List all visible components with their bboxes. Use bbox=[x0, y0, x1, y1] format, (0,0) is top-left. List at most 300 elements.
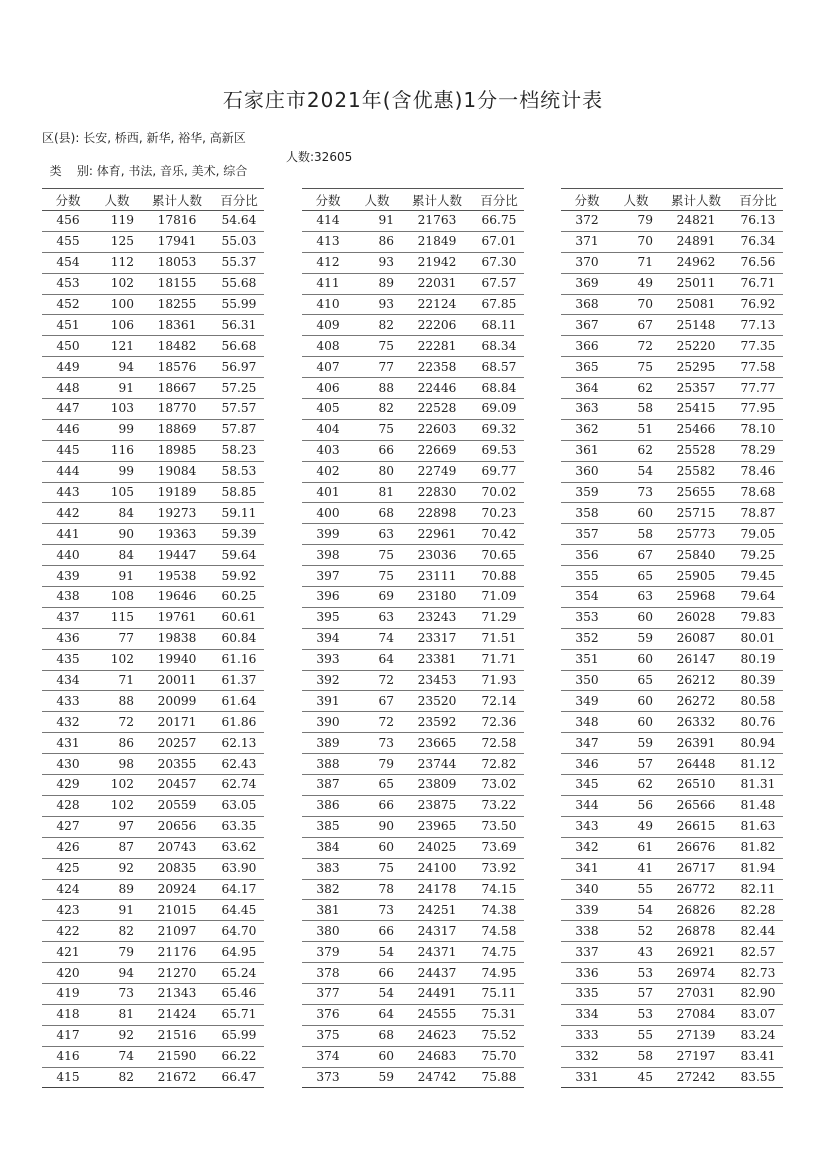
count-cell: 82 bbox=[354, 399, 400, 420]
percent-cell: 67.85 bbox=[474, 294, 524, 315]
count-cell: 112 bbox=[94, 252, 140, 273]
table-row bbox=[302, 566, 524, 587]
score-cell: 417 bbox=[42, 1025, 94, 1046]
count-cell: 60 bbox=[354, 1046, 400, 1067]
percent-cell: 73.02 bbox=[474, 775, 524, 796]
count-cell: 56 bbox=[613, 795, 659, 816]
cumulative-cell: 25357 bbox=[659, 378, 733, 399]
count-cell: 70 bbox=[613, 231, 659, 252]
table-row bbox=[42, 545, 264, 566]
count-cell: 102 bbox=[94, 649, 140, 670]
cumulative-cell: 22528 bbox=[400, 399, 474, 420]
table-row bbox=[561, 315, 783, 336]
cumulative-cell: 24555 bbox=[400, 1004, 474, 1025]
cumulative-cell: 24962 bbox=[659, 252, 733, 273]
cumulative-cell: 26391 bbox=[659, 733, 733, 754]
count-cell: 59 bbox=[613, 628, 659, 649]
score-cell: 456 bbox=[42, 211, 94, 232]
cumulative-cell: 22830 bbox=[400, 482, 474, 503]
score-cell: 362 bbox=[561, 419, 613, 440]
count-cell: 60 bbox=[613, 691, 659, 712]
score-cell: 375 bbox=[302, 1025, 354, 1046]
score-cell: 399 bbox=[302, 524, 354, 545]
percent-cell: 61.16 bbox=[214, 649, 264, 670]
count-cell: 67 bbox=[613, 315, 659, 336]
count-cell: 73 bbox=[354, 900, 400, 921]
cumulative-cell: 26332 bbox=[659, 712, 733, 733]
score-cell: 384 bbox=[302, 837, 354, 858]
percent-cell: 59.64 bbox=[214, 545, 264, 566]
score-cell: 343 bbox=[561, 816, 613, 837]
percent-cell: 66.75 bbox=[474, 211, 524, 232]
table-row bbox=[561, 712, 783, 733]
score-cell: 415 bbox=[42, 1067, 94, 1088]
score-cell: 438 bbox=[42, 587, 94, 608]
score-cell: 387 bbox=[302, 775, 354, 796]
count-cell: 68 bbox=[354, 503, 400, 524]
cumulative-cell: 26974 bbox=[659, 963, 733, 984]
score-cell: 373 bbox=[302, 1067, 354, 1088]
percent-cell: 74.95 bbox=[474, 963, 524, 984]
count-cell: 51 bbox=[613, 419, 659, 440]
cumulative-cell: 25528 bbox=[659, 440, 733, 461]
cumulative-cell: 25655 bbox=[659, 482, 733, 503]
count-cell: 81 bbox=[354, 482, 400, 503]
cumulative-cell: 24491 bbox=[400, 983, 474, 1004]
count-cell: 49 bbox=[613, 816, 659, 837]
percent-cell: 68.57 bbox=[474, 357, 524, 378]
count-cell: 67 bbox=[613, 545, 659, 566]
score-cell: 378 bbox=[302, 963, 354, 984]
cumulative-cell: 25905 bbox=[659, 566, 733, 587]
score-cell: 433 bbox=[42, 691, 94, 712]
count-cell: 67 bbox=[354, 691, 400, 712]
table-row bbox=[302, 231, 524, 252]
score-cell: 397 bbox=[302, 566, 354, 587]
score-cell: 424 bbox=[42, 879, 94, 900]
score-cell: 389 bbox=[302, 733, 354, 754]
percent-cell: 74.38 bbox=[474, 900, 524, 921]
table-row bbox=[561, 837, 783, 858]
count-cell: 82 bbox=[94, 1067, 140, 1088]
percent-cell: 75.52 bbox=[474, 1025, 524, 1046]
percent-cell: 81.63 bbox=[733, 816, 783, 837]
percent-cell: 54.64 bbox=[214, 211, 264, 232]
count-cell: 49 bbox=[613, 273, 659, 294]
cumulative-cell: 24371 bbox=[400, 942, 474, 963]
table-row bbox=[561, 733, 783, 754]
count-cell: 75 bbox=[613, 357, 659, 378]
cumulative-cell: 24742 bbox=[400, 1067, 474, 1088]
percent-cell: 72.36 bbox=[474, 712, 524, 733]
cumulative-cell: 20257 bbox=[140, 733, 214, 754]
count-cell: 63 bbox=[354, 524, 400, 545]
count-cell: 58 bbox=[613, 399, 659, 420]
table-row bbox=[302, 900, 524, 921]
count-cell: 62 bbox=[613, 775, 659, 796]
percent-cell: 65.99 bbox=[214, 1025, 264, 1046]
table-row bbox=[561, 900, 783, 921]
count-cell: 115 bbox=[94, 607, 140, 628]
table-row bbox=[561, 1067, 783, 1088]
cumulative-cell: 23965 bbox=[400, 816, 474, 837]
cumulative-cell: 19646 bbox=[140, 587, 214, 608]
percent-cell: 59.92 bbox=[214, 566, 264, 587]
score-cell: 376 bbox=[302, 1004, 354, 1025]
table-row bbox=[42, 294, 264, 315]
table-row bbox=[561, 1046, 783, 1067]
score-cell: 356 bbox=[561, 545, 613, 566]
cumulative-cell: 21849 bbox=[400, 231, 474, 252]
score-cell: 405 bbox=[302, 399, 354, 420]
percent-cell: 70.23 bbox=[474, 503, 524, 524]
count-cell: 90 bbox=[354, 816, 400, 837]
score-cell: 359 bbox=[561, 482, 613, 503]
cumulative-cell: 26028 bbox=[659, 607, 733, 628]
score-cell: 348 bbox=[561, 712, 613, 733]
table-row bbox=[302, 419, 524, 440]
score-cell: 353 bbox=[561, 607, 613, 628]
score-cell: 448 bbox=[42, 378, 94, 399]
table-row bbox=[302, 273, 524, 294]
count-cell: 64 bbox=[354, 649, 400, 670]
table-row bbox=[561, 754, 783, 775]
count-cell: 64 bbox=[354, 1004, 400, 1025]
score-cell: 368 bbox=[561, 294, 613, 315]
score-cell: 335 bbox=[561, 983, 613, 1004]
table-row bbox=[302, 252, 524, 273]
percent-cell: 77.13 bbox=[733, 315, 783, 336]
score-cell: 382 bbox=[302, 879, 354, 900]
count-cell: 87 bbox=[94, 837, 140, 858]
score-cell: 426 bbox=[42, 837, 94, 858]
count-cell: 77 bbox=[94, 628, 140, 649]
table-row bbox=[302, 649, 524, 670]
percent-cell: 73.22 bbox=[474, 795, 524, 816]
table-row bbox=[302, 942, 524, 963]
table-row bbox=[42, 691, 264, 712]
percent-cell: 57.25 bbox=[214, 378, 264, 399]
score-cell: 404 bbox=[302, 419, 354, 440]
percent-cell: 63.90 bbox=[214, 858, 264, 879]
cumulative-cell: 19447 bbox=[140, 545, 214, 566]
table-row bbox=[561, 357, 783, 378]
percent-cell: 77.95 bbox=[733, 399, 783, 420]
table-row bbox=[302, 712, 524, 733]
table-row bbox=[42, 921, 264, 942]
percent-cell: 70.02 bbox=[474, 482, 524, 503]
table-row bbox=[42, 1025, 264, 1046]
table-row bbox=[302, 503, 524, 524]
percent-cell: 64.70 bbox=[214, 921, 264, 942]
table-row bbox=[302, 524, 524, 545]
cumulative-cell: 21763 bbox=[400, 211, 474, 232]
header-count: 人数 bbox=[613, 189, 659, 211]
count-cell: 65 bbox=[613, 566, 659, 587]
cumulative-cell: 24683 bbox=[400, 1046, 474, 1067]
percent-cell: 71.29 bbox=[474, 607, 524, 628]
count-cell: 72 bbox=[354, 670, 400, 691]
percent-cell: 76.13 bbox=[733, 211, 783, 232]
cumulative-cell: 24178 bbox=[400, 879, 474, 900]
count-cell: 98 bbox=[94, 754, 140, 775]
table-row bbox=[302, 461, 524, 482]
count-cell: 79 bbox=[613, 211, 659, 232]
cumulative-cell: 17816 bbox=[140, 211, 214, 232]
table-row bbox=[42, 566, 264, 587]
table-row bbox=[42, 440, 264, 461]
count-cell: 60 bbox=[613, 607, 659, 628]
cumulative-cell: 22358 bbox=[400, 357, 474, 378]
score-cell: 402 bbox=[302, 461, 354, 482]
cumulative-cell: 27197 bbox=[659, 1046, 733, 1067]
score-cell: 439 bbox=[42, 566, 94, 587]
count-cell: 71 bbox=[94, 670, 140, 691]
count-cell: 119 bbox=[94, 211, 140, 232]
cumulative-cell: 20355 bbox=[140, 754, 214, 775]
percent-cell: 67.30 bbox=[474, 252, 524, 273]
table-row bbox=[42, 900, 264, 921]
table-row bbox=[302, 816, 524, 837]
score-cell: 442 bbox=[42, 503, 94, 524]
cumulative-cell: 19538 bbox=[140, 566, 214, 587]
score-table-1 bbox=[42, 188, 264, 1088]
table-row bbox=[302, 440, 524, 461]
count-cell: 79 bbox=[354, 754, 400, 775]
percent-cell: 80.94 bbox=[733, 733, 783, 754]
score-cell: 420 bbox=[42, 963, 94, 984]
percent-cell: 63.35 bbox=[214, 816, 264, 837]
cumulative-cell: 21516 bbox=[140, 1025, 214, 1046]
score-cell: 364 bbox=[561, 378, 613, 399]
percent-cell: 66.47 bbox=[214, 1067, 264, 1088]
table-row bbox=[561, 795, 783, 816]
percent-cell: 81.94 bbox=[733, 858, 783, 879]
percent-cell: 81.48 bbox=[733, 795, 783, 816]
percent-cell: 79.05 bbox=[733, 524, 783, 545]
table-row bbox=[302, 399, 524, 420]
table-row bbox=[302, 733, 524, 754]
table-row bbox=[561, 1004, 783, 1025]
percent-cell: 76.92 bbox=[733, 294, 783, 315]
percent-cell: 81.12 bbox=[733, 754, 783, 775]
cumulative-cell: 19838 bbox=[140, 628, 214, 649]
table-row bbox=[561, 524, 783, 545]
table-row bbox=[561, 963, 783, 984]
count-cell: 99 bbox=[94, 419, 140, 440]
cumulative-cell: 19940 bbox=[140, 649, 214, 670]
table-row bbox=[302, 1067, 524, 1088]
table-row bbox=[42, 628, 264, 649]
table-header-row bbox=[42, 189, 264, 211]
count-cell: 94 bbox=[94, 357, 140, 378]
table-row bbox=[42, 357, 264, 378]
percent-cell: 64.17 bbox=[214, 879, 264, 900]
cumulative-cell: 22281 bbox=[400, 336, 474, 357]
count-cell: 60 bbox=[354, 837, 400, 858]
percent-cell: 69.77 bbox=[474, 461, 524, 482]
cumulative-cell: 21672 bbox=[140, 1067, 214, 1088]
count-cell: 65 bbox=[613, 670, 659, 691]
score-cell: 421 bbox=[42, 942, 94, 963]
cumulative-cell: 24100 bbox=[400, 858, 474, 879]
score-cell: 342 bbox=[561, 837, 613, 858]
count-cell: 75 bbox=[354, 545, 400, 566]
percent-cell: 62.43 bbox=[214, 754, 264, 775]
score-cell: 445 bbox=[42, 440, 94, 461]
count-cell: 60 bbox=[613, 712, 659, 733]
score-cell: 379 bbox=[302, 942, 354, 963]
count-cell: 66 bbox=[354, 795, 400, 816]
count-cell: 88 bbox=[354, 378, 400, 399]
cumulative-cell: 22749 bbox=[400, 461, 474, 482]
score-cell: 413 bbox=[302, 231, 354, 252]
percent-cell: 80.39 bbox=[733, 670, 783, 691]
count-cell: 79 bbox=[94, 942, 140, 963]
count-cell: 43 bbox=[613, 942, 659, 963]
cumulative-cell: 20924 bbox=[140, 879, 214, 900]
count-cell: 68 bbox=[354, 1025, 400, 1046]
score-cell: 395 bbox=[302, 607, 354, 628]
cumulative-cell: 21270 bbox=[140, 963, 214, 984]
percent-cell: 83.24 bbox=[733, 1025, 783, 1046]
table-row bbox=[42, 378, 264, 399]
count-cell: 86 bbox=[94, 733, 140, 754]
table-row bbox=[561, 775, 783, 796]
table-row bbox=[302, 879, 524, 900]
count-cell: 100 bbox=[94, 294, 140, 315]
score-cell: 340 bbox=[561, 879, 613, 900]
cumulative-cell: 19363 bbox=[140, 524, 214, 545]
score-cell: 428 bbox=[42, 795, 94, 816]
count-cell: 62 bbox=[613, 378, 659, 399]
cumulative-cell: 25220 bbox=[659, 336, 733, 357]
cumulative-cell: 23875 bbox=[400, 795, 474, 816]
category-line: 类 别: 体育, 书法, 音乐, 美术, 综合 bbox=[49, 164, 248, 178]
score-cell: 377 bbox=[302, 983, 354, 1004]
header-percent: 百分比 bbox=[733, 189, 783, 211]
score-cell: 383 bbox=[302, 858, 354, 879]
cumulative-cell: 18576 bbox=[140, 357, 214, 378]
table-row bbox=[302, 378, 524, 399]
table-row bbox=[561, 921, 783, 942]
table-row bbox=[302, 587, 524, 608]
count-cell: 108 bbox=[94, 587, 140, 608]
percent-cell: 59.11 bbox=[214, 503, 264, 524]
percent-cell: 78.87 bbox=[733, 503, 783, 524]
score-cell: 380 bbox=[302, 921, 354, 942]
table-row bbox=[561, 336, 783, 357]
cumulative-cell: 24437 bbox=[400, 963, 474, 984]
percent-cell: 65.71 bbox=[214, 1004, 264, 1025]
score-cell: 416 bbox=[42, 1046, 94, 1067]
percent-cell: 72.14 bbox=[474, 691, 524, 712]
cumulative-cell: 21343 bbox=[140, 983, 214, 1004]
percent-cell: 68.11 bbox=[474, 315, 524, 336]
count-cell: 59 bbox=[613, 733, 659, 754]
cumulative-cell: 23381 bbox=[400, 649, 474, 670]
percent-cell: 63.62 bbox=[214, 837, 264, 858]
cumulative-cell: 18985 bbox=[140, 440, 214, 461]
count-cell: 73 bbox=[94, 983, 140, 1004]
cumulative-cell: 22031 bbox=[400, 273, 474, 294]
percent-cell: 65.24 bbox=[214, 963, 264, 984]
percent-cell: 57.57 bbox=[214, 399, 264, 420]
cumulative-cell: 18361 bbox=[140, 315, 214, 336]
count-cell: 84 bbox=[94, 503, 140, 524]
table-row bbox=[561, 566, 783, 587]
score-cell: 370 bbox=[561, 252, 613, 273]
count-cell: 73 bbox=[613, 482, 659, 503]
cumulative-cell: 20171 bbox=[140, 712, 214, 733]
cumulative-cell: 26826 bbox=[659, 900, 733, 921]
score-cell: 422 bbox=[42, 921, 94, 942]
count-cell: 57 bbox=[613, 983, 659, 1004]
score-cell: 336 bbox=[561, 963, 613, 984]
table-row bbox=[302, 482, 524, 503]
count-cell: 58 bbox=[613, 1046, 659, 1067]
percent-cell: 75.31 bbox=[474, 1004, 524, 1025]
table-row bbox=[302, 628, 524, 649]
percent-cell: 74.75 bbox=[474, 942, 524, 963]
cumulative-cell: 20011 bbox=[140, 670, 214, 691]
cumulative-cell: 23744 bbox=[400, 754, 474, 775]
cumulative-cell: 23180 bbox=[400, 587, 474, 608]
table-row bbox=[561, 419, 783, 440]
score-cell: 436 bbox=[42, 628, 94, 649]
percent-cell: 60.61 bbox=[214, 607, 264, 628]
cumulative-cell: 24025 bbox=[400, 837, 474, 858]
score-cell: 341 bbox=[561, 858, 613, 879]
cumulative-cell: 17941 bbox=[140, 231, 214, 252]
cumulative-cell: 23520 bbox=[400, 691, 474, 712]
cumulative-cell: 27139 bbox=[659, 1025, 733, 1046]
cumulative-cell: 22669 bbox=[400, 440, 474, 461]
score-cell: 437 bbox=[42, 607, 94, 628]
cumulative-cell: 26772 bbox=[659, 879, 733, 900]
table-row bbox=[561, 545, 783, 566]
header-score: 分数 bbox=[42, 189, 94, 211]
table-row bbox=[561, 378, 783, 399]
count-cell: 91 bbox=[94, 900, 140, 921]
score-cell: 455 bbox=[42, 231, 94, 252]
table-row bbox=[42, 754, 264, 775]
count-cell: 52 bbox=[613, 921, 659, 942]
cumulative-cell: 20656 bbox=[140, 816, 214, 837]
cumulative-cell: 22446 bbox=[400, 378, 474, 399]
count-cell: 73 bbox=[354, 733, 400, 754]
percent-cell: 71.51 bbox=[474, 628, 524, 649]
percent-cell: 68.34 bbox=[474, 336, 524, 357]
percent-cell: 69.09 bbox=[474, 399, 524, 420]
score-cell: 381 bbox=[302, 900, 354, 921]
table-row bbox=[302, 858, 524, 879]
cumulative-cell: 26878 bbox=[659, 921, 733, 942]
header-score: 分数 bbox=[561, 189, 613, 211]
score-cell: 366 bbox=[561, 336, 613, 357]
cumulative-cell: 26717 bbox=[659, 858, 733, 879]
score-cell: 403 bbox=[302, 440, 354, 461]
cumulative-cell: 24251 bbox=[400, 900, 474, 921]
table-row bbox=[42, 1067, 264, 1088]
score-cell: 333 bbox=[561, 1025, 613, 1046]
count-cell: 78 bbox=[354, 879, 400, 900]
cumulative-cell: 19084 bbox=[140, 461, 214, 482]
percent-cell: 74.15 bbox=[474, 879, 524, 900]
count-cell: 75 bbox=[354, 336, 400, 357]
percent-cell: 58.53 bbox=[214, 461, 264, 482]
percent-cell: 58.23 bbox=[214, 440, 264, 461]
